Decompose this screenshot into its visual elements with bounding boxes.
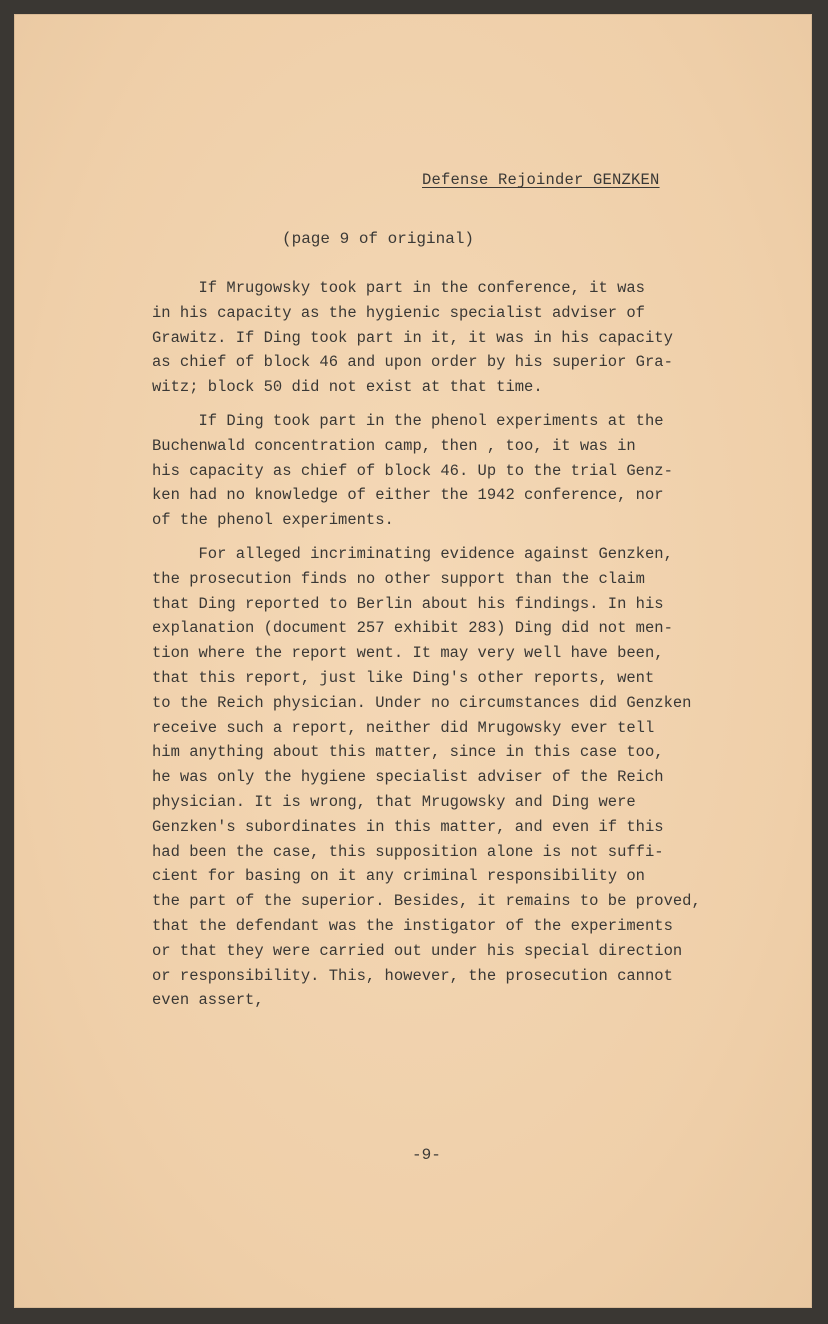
text-line: had been the case, this supposition alone is not suffi- [152,842,664,861]
page-number: -9- [412,1146,441,1164]
text-line: ken had no knowledge of either the 1942 conference, nor [152,486,664,505]
text-line: the prosecution finds no other support than the claim [152,569,645,588]
text-line: that this report, just like Ding's other reports, went [152,668,655,687]
text-line: even assert, [152,991,264,1010]
document-body [152,276,772,1022]
text-line: he was only the hygiene specialist adviser of the Reich [152,768,664,787]
text-line: the part of the superior. Besides, it remains to be proved, [152,892,701,911]
text-line: or responsibility. This, however, the prosecution cannot [152,966,673,985]
text-line: physician. It is wrong, that Mrugowsky and Ding were [152,792,636,811]
text-line: If Mrugowsky took part in the conference, it was [152,279,645,297]
document-page [14,14,812,1308]
text-line: him anything about this matter, since in this case too, [152,743,664,762]
paragraph-3 [152,542,772,1013]
text-line: tion where the report went. It may very well have been, [152,644,664,663]
text-line: For alleged incriminating evidence against Genzken, [152,544,673,563]
text-line: cient for basing on it any criminal responsibility on [152,867,645,886]
text-line: as chief of block 46 and upon order by his superior Gra- [152,353,673,372]
text-line: of the phenol experiments. [152,511,394,530]
text-line: Genzken's subordinates in this matter, and even if this [152,817,664,836]
text-line: Grawitz. If Ding took part in it, it was in his capacity [152,328,673,347]
text-line: If Ding took part in the phenol experiments at the [152,411,664,430]
text-line: to the Reich physician. Under no circumstances did Genzken [152,693,692,712]
text-line: receive such a report, neither did Mrugowsky ever tell [152,718,655,737]
paragraph-2 [152,409,772,533]
text-line: that Ding reported to Berlin about his findings. In his [152,594,664,613]
paragraph-1 [152,276,772,400]
text-line: that the defendant was the instigator of the experiments [152,916,673,935]
text-line: his capacity as chief of block 46. Up to the trial Genz- [152,461,673,480]
page-note: (page 9 of original) [282,230,475,248]
text-line: Buchenwald concentration camp, then , too, it was in [152,436,636,455]
text-line: in his capacity as the hygienic specialist adviser of [152,303,645,322]
text-line: witz; block 50 did not exist at that time. [152,378,543,397]
text-line: or that they were carried out under his special direction [152,941,683,960]
document-header: Defense Rejoinder GENZKEN [422,171,660,189]
text-line: explanation (document 257 exhibit 283) Ding did not men- [152,619,673,638]
